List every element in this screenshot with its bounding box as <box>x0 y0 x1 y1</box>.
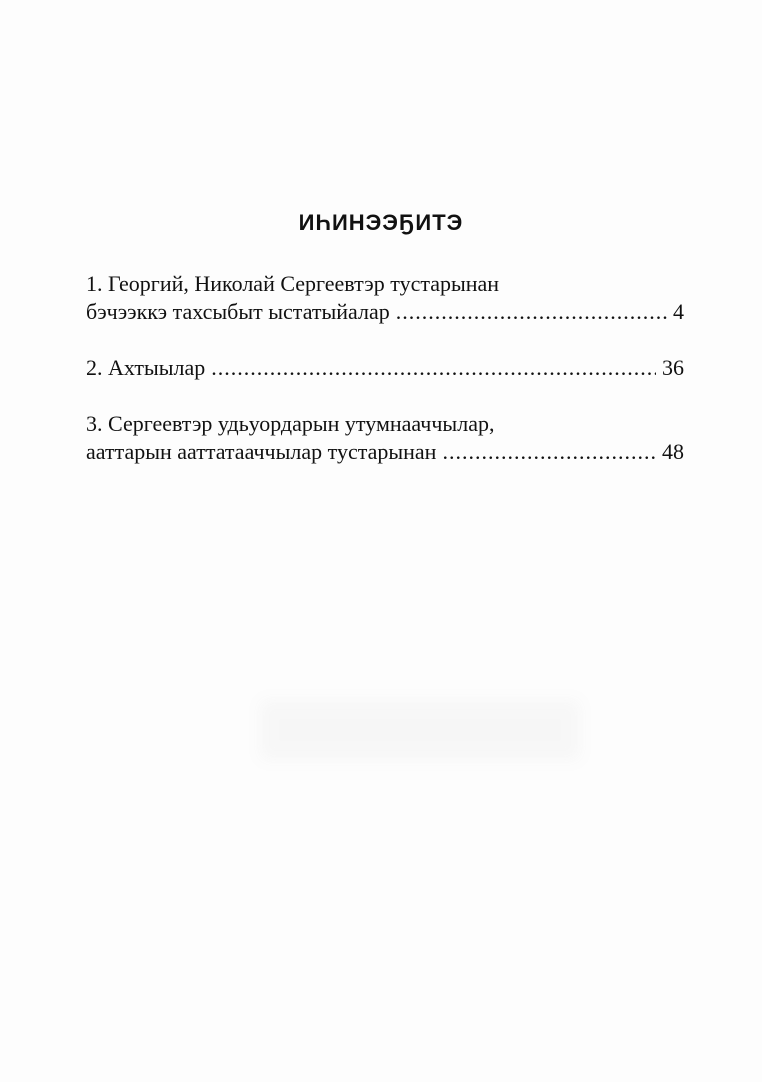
dot-leader <box>442 438 656 466</box>
toc-entry-3-title-part-1: 3. Сергеевтэр удьуордарын утумнааччылар, <box>86 411 495 436</box>
toc-entry-1-line-1 <box>86 270 684 298</box>
toc-title: ИҺИНЭЭҔИТЭ <box>298 210 464 235</box>
toc-entry-3-line-1 <box>86 410 684 438</box>
toc-entry-2-page: 36 <box>662 355 684 380</box>
dot-leader <box>211 354 656 382</box>
toc-entry-2-title: 2. Ахтыылар <box>86 355 206 380</box>
toc-entry-3-page: 48 <box>662 439 684 464</box>
dot-leader <box>396 298 667 326</box>
table-of-contents <box>86 270 684 466</box>
toc-entry-3[interactable] <box>86 410 684 466</box>
toc-entry-2[interactable] <box>86 354 684 382</box>
toc-entry-1-page: 4 <box>673 299 684 324</box>
bleed-through-shadow <box>260 700 580 760</box>
toc-entry-2-line-1 <box>86 354 684 382</box>
toc-entry-1-line-2 <box>86 298 684 326</box>
toc-entry-1[interactable] <box>86 270 684 326</box>
toc-entry-1-title-part-1: 1. Георгий, Николай Сергеевтэр тустарынан <box>86 271 500 296</box>
toc-entry-3-title-part-2: ааттарын ааттатааччылар тустарынан <box>86 439 437 464</box>
toc-entry-3-line-2 <box>86 438 684 466</box>
toc-entry-1-title-part-2: бэчээккэ тахсыбыт ыстатыйалар <box>86 299 390 324</box>
